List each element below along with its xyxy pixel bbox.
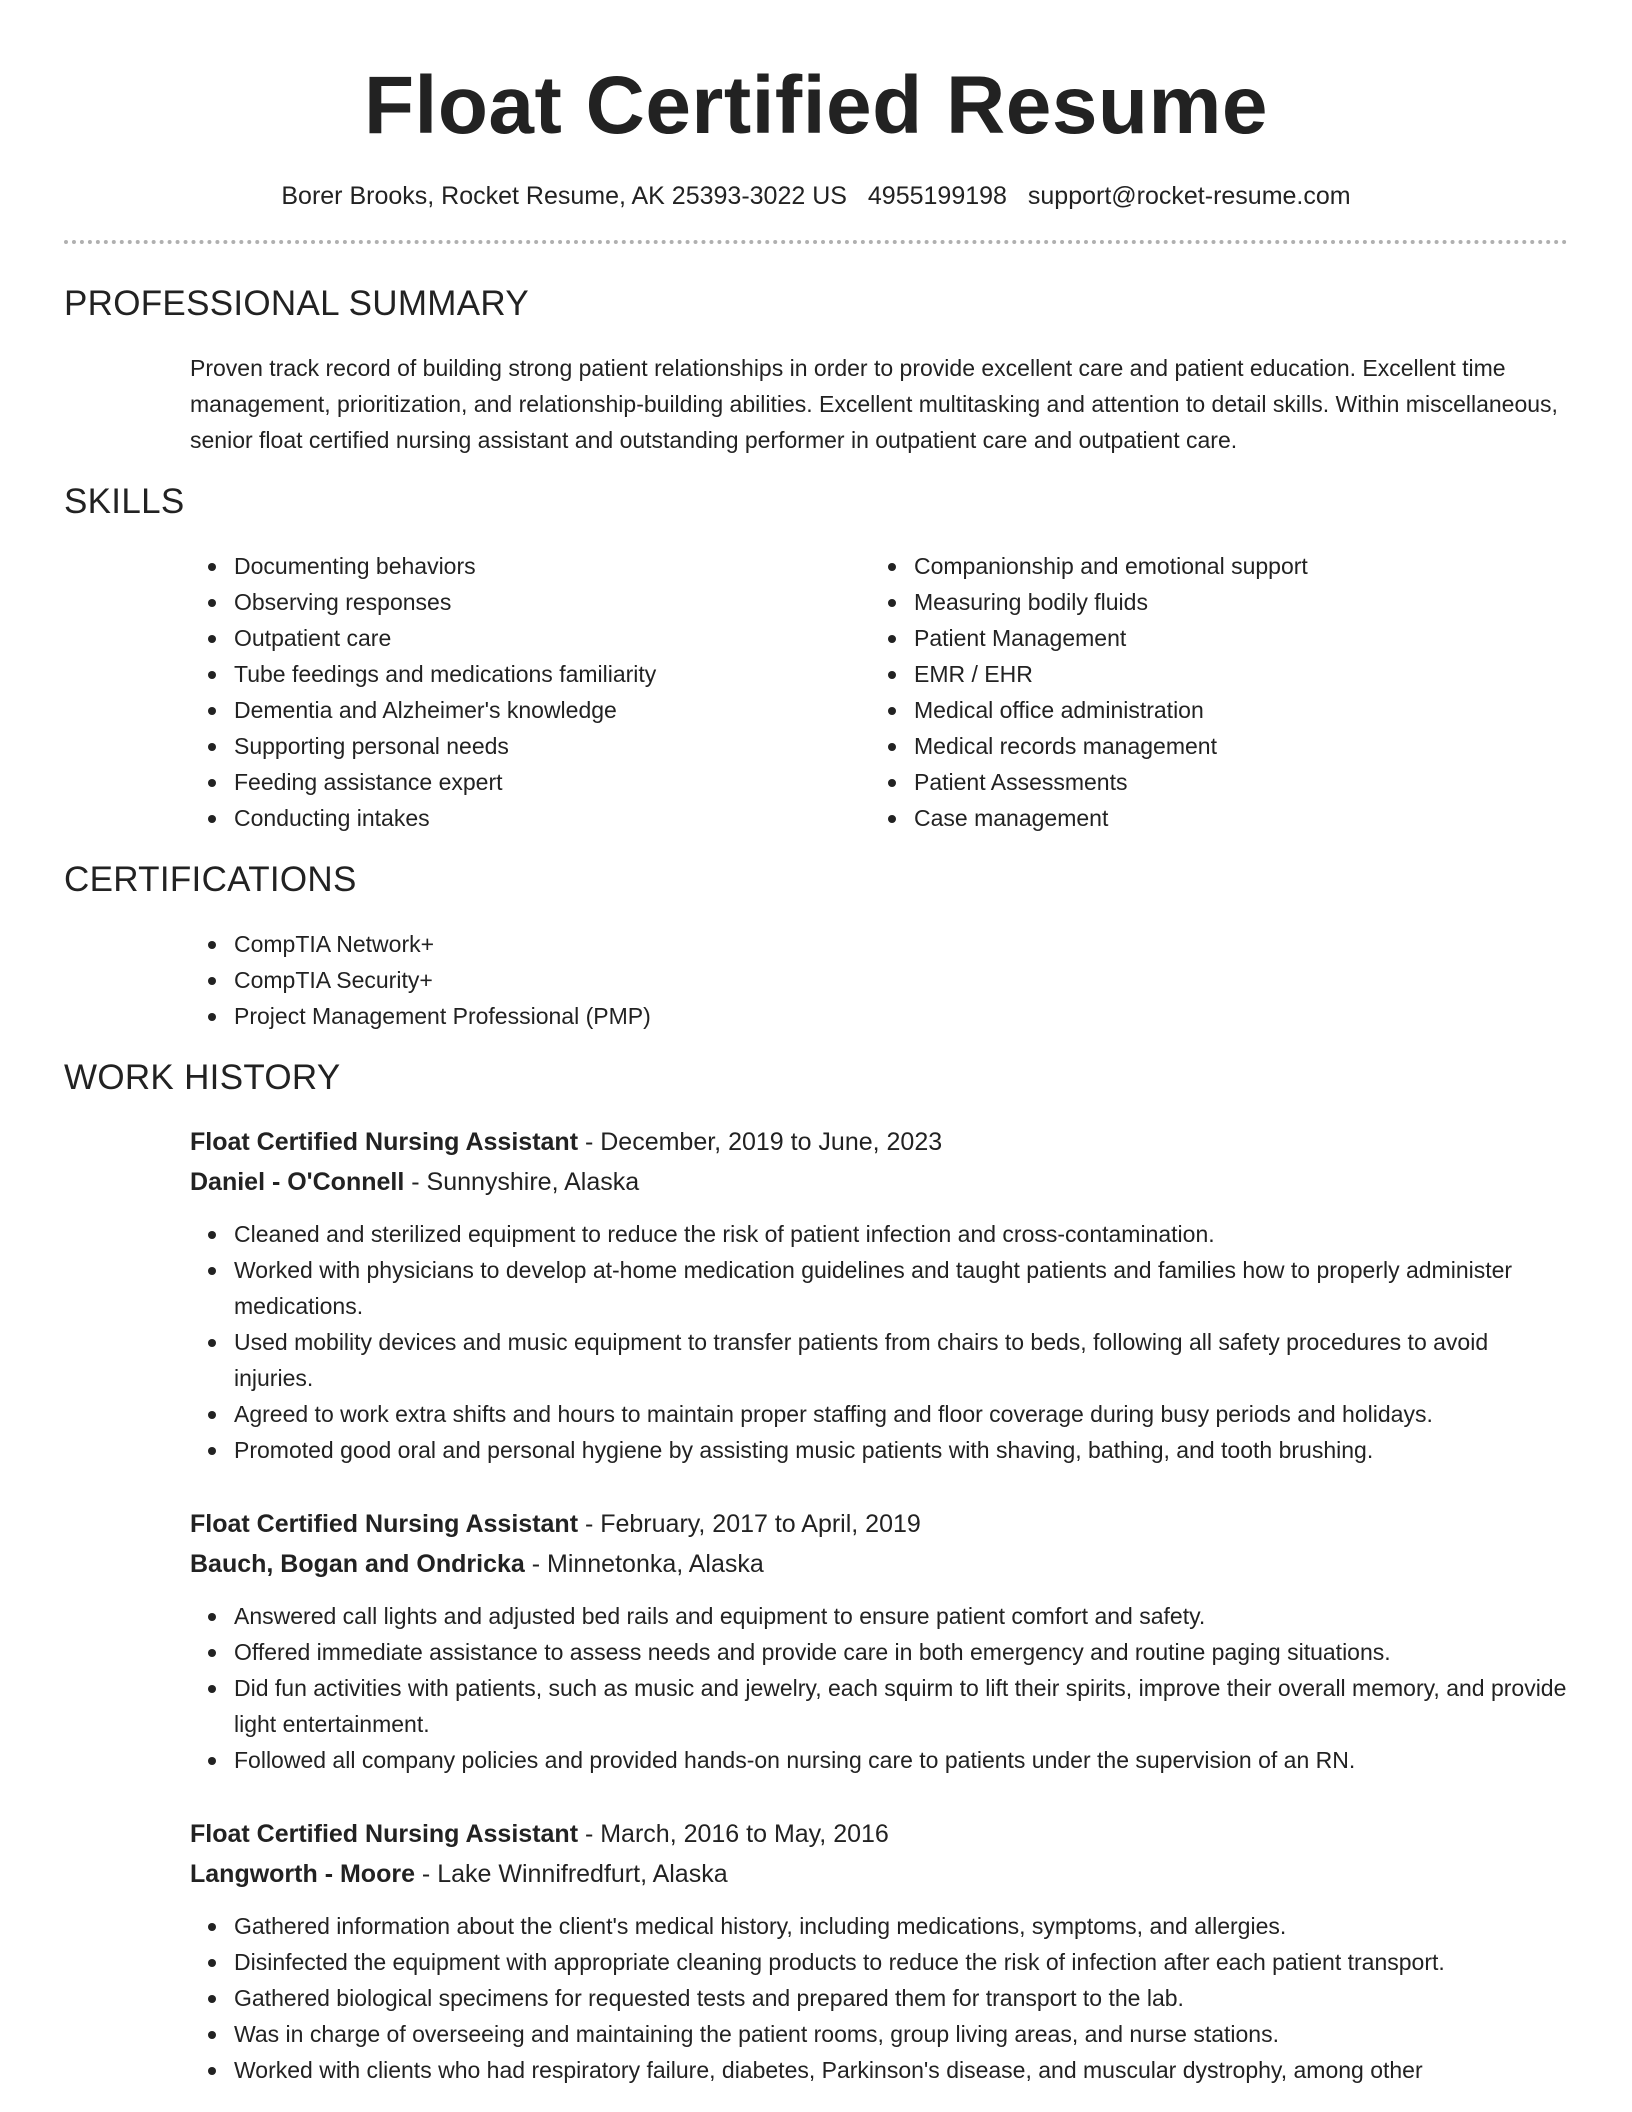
skills-column-left: [190, 548, 870, 836]
skill-item: Patient Assessments: [870, 764, 1550, 800]
job-company-line: [190, 1162, 1568, 1202]
contact-phone: 4955199198: [867, 182, 1007, 210]
job-entry: [190, 1504, 1568, 1778]
job-duty: Followed all company policies and provided hands-on nursing care to patients under the supervision of an RN.: [190, 1742, 1568, 1778]
skill-item: Companionship and emotional support: [870, 548, 1550, 584]
skill-item: Supporting personal needs: [190, 728, 870, 764]
job-title-line: [190, 1122, 1568, 1162]
job-entry: [190, 1122, 1568, 1468]
job-title: Float Certified Nursing Assistant: [190, 1820, 579, 1848]
skill-item: Patient Management: [870, 620, 1550, 656]
job-duty: Disinfected the equipment with appropriate cleaning products to reduce the risk of infection after each patient transport.: [190, 1944, 1568, 1980]
skill-item: Documenting behaviors: [190, 548, 870, 584]
job-duty: Cleaned and sterilized equipment to reduce the risk of patient infection and cross-contamination.: [190, 1216, 1568, 1252]
job-duties: [190, 1216, 1568, 1468]
job-company: Langworth - Moore: [190, 1860, 415, 1888]
summary-heading: PROFESSIONAL SUMMARY: [64, 284, 529, 323]
job-duty: Worked with physicians to develop at-home medication guidelines and taught patients and families how to properly administer medications.: [190, 1252, 1568, 1324]
job-title-line: [190, 1814, 1568, 1854]
certification-item: CompTIA Security+: [190, 962, 1568, 998]
skills-heading: SKILLS: [64, 482, 185, 521]
job-location: - Minnetonka, Alaska: [524, 1550, 764, 1578]
job-location: - Lake Winnifredfurt, Alaska: [414, 1860, 728, 1888]
job-duty: Promoted good oral and personal hygiene by assisting music patients with shaving, bathing, and tooth brushing.: [190, 1432, 1568, 1468]
header-divider: [64, 240, 1568, 244]
skill-item: Medical office administration: [870, 692, 1550, 728]
job-duty: Worked with clients who had respiratory failure, diabetes, Parkinson's disease, and muscular dystrophy, among other: [190, 2052, 1568, 2088]
skill-item: Dementia and Alzheimer's knowledge: [190, 692, 870, 728]
contact-line: [64, 178, 1568, 214]
skill-item: Case management: [870, 800, 1550, 836]
job-duty: Used mobility devices and music equipment to transfer patients from chairs to beds, following all safety procedures to avoid injuries.: [190, 1324, 1568, 1396]
job-dates: - March, 2016 to May, 2016: [578, 1820, 889, 1848]
certifications-list: [190, 926, 1568, 1034]
skill-item: Outpatient care: [190, 620, 870, 656]
contact-email: support@rocket-resume.com: [1027, 182, 1351, 210]
job-duty: Gathered information about the client's medical history, including medications, symptoms, and allergies.: [190, 1908, 1568, 1944]
job-title-line: [190, 1504, 1568, 1544]
skill-item: Feeding assistance expert: [190, 764, 870, 800]
job-duty: Gathered biological specimens for requested tests and prepared them for transport to the lab.: [190, 1980, 1568, 2016]
job-company: Bauch, Bogan and Ondricka: [190, 1550, 525, 1578]
job-company-line: [190, 1544, 1568, 1584]
work-history: [190, 1122, 1568, 2088]
skill-item: Conducting intakes: [190, 800, 870, 836]
skill-item: Tube feedings and medications familiarity: [190, 656, 870, 692]
skills-list: [190, 548, 1568, 836]
skill-item: EMR / EHR: [870, 656, 1550, 692]
job-duty: Answered call lights and adjusted bed rails and equipment to ensure patient comfort and safety.: [190, 1598, 1568, 1634]
job-dates: - December, 2019 to June, 2023: [578, 1128, 943, 1156]
job-duties: [190, 1598, 1568, 1778]
job-dates: - February, 2017 to April, 2019: [578, 1510, 921, 1538]
job-duty: Did fun activities with patients, such as music and jewelry, each squirm to lift their spirits, improve their overall memory, and provide light entertainment.: [190, 1670, 1568, 1742]
summary-text: Proven track record of building strong patient relationships in order to provide excellent care and patient education. Excellent time management, prioritization, and relationship-building abilities. Excellent multitasking and attention to detail skills. Within miscellaneous, senior float certified nursing assistant and outstanding performer in outpatient care and outpatient care.: [190, 355, 1558, 453]
skill-item: Medical records management: [870, 728, 1550, 764]
certification-item: CompTIA Network+: [190, 926, 1568, 962]
skill-item: Observing responses: [190, 584, 870, 620]
certifications-heading: CERTIFICATIONS: [64, 860, 357, 899]
job-company: Daniel - O'Connell: [190, 1168, 405, 1196]
job-location: - Sunnyshire, Alaska: [404, 1168, 640, 1196]
job-duty: Was in charge of overseeing and maintaining the patient rooms, group living areas, and nurse stations.: [190, 2016, 1568, 2052]
job-entry: [190, 1814, 1568, 2088]
job-duty: Agreed to work extra shifts and hours to maintain proper staffing and floor coverage during busy periods and holidays.: [190, 1396, 1568, 1432]
job-duty: Offered immediate assistance to assess needs and provide care in both emergency and routine paging situations.: [190, 1634, 1568, 1670]
skills-column-right: [870, 548, 1550, 836]
resume-title: Float Certified Resume: [363, 60, 1269, 151]
work-history-heading: WORK HISTORY: [64, 1058, 341, 1097]
job-duties: [190, 1908, 1568, 2088]
certification-item: Project Management Professional (PMP): [190, 998, 1568, 1034]
contact-address: Borer Brooks, Rocket Resume, AK 25393-3022 US: [281, 182, 847, 210]
job-title: Float Certified Nursing Assistant: [190, 1510, 579, 1538]
job-company-line: [190, 1854, 1568, 1894]
skill-item: Measuring bodily fluids: [870, 584, 1550, 620]
job-title: Float Certified Nursing Assistant: [190, 1128, 579, 1156]
